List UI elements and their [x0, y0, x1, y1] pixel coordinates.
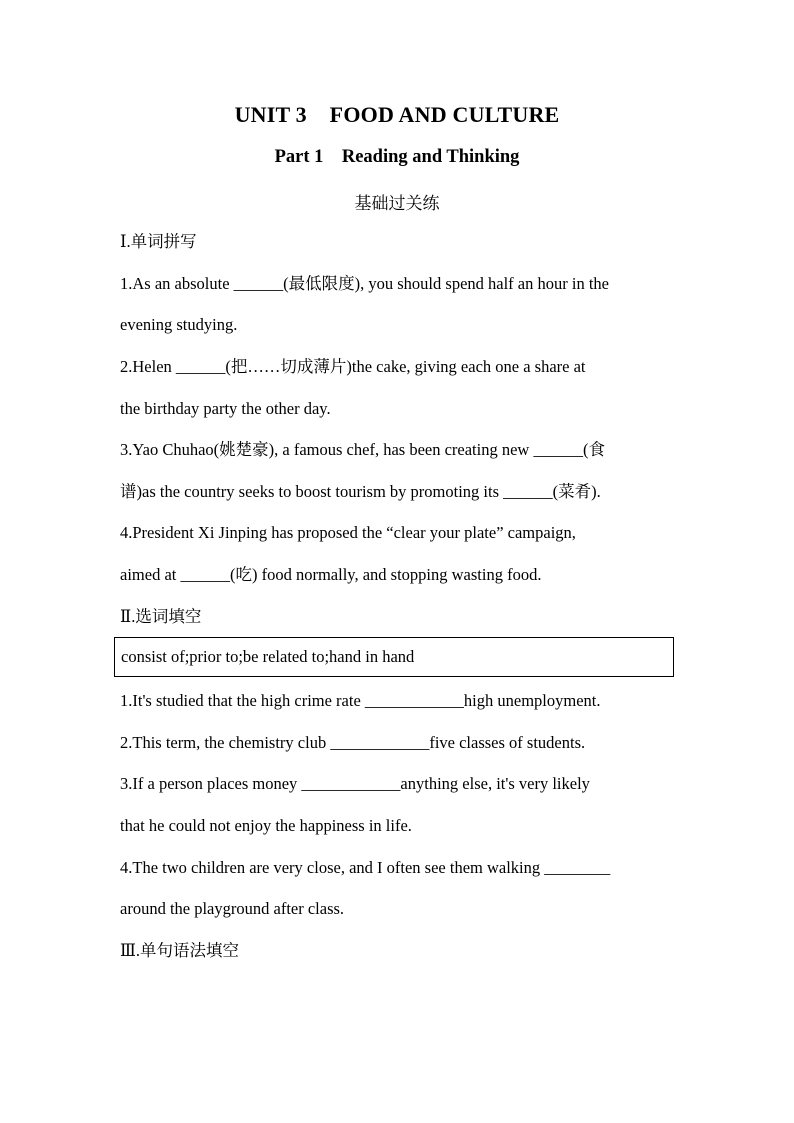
- word-choice-line-5: 4.The two children are very close, and I often see them walking ________: [120, 858, 611, 877]
- spelling-line-7: 4.President Xi Jinping has proposed the “clear your plate” campaign,: [120, 523, 576, 542]
- spelling-line-6: 谱)as the country seeks to boost tourism by promoting its ______(菜肴).: [120, 482, 601, 501]
- word-choice-line-6: around the playground after class.: [120, 899, 345, 918]
- word-choice-line-1: 1.It's studied that the high crime rate ____________high unemployment.: [120, 691, 601, 710]
- spelling-line-3: 2.Helen ______(把……切成薄片)the cake, giving each one a share at: [120, 357, 586, 376]
- unit-title: UNIT 3 FOOD AND CULTURE: [234, 102, 560, 127]
- section-heading-grammar: Ⅲ.单句语法填空: [120, 941, 240, 960]
- practice-label: 基础过关练: [354, 194, 440, 214]
- word-bank-text: consist of;prior to;be related to;hand in hand: [121, 647, 415, 666]
- word-choice-line-3: 3.If a person places money ____________anything else, it's very likely: [120, 774, 590, 793]
- spelling-line-2: evening studying.: [120, 315, 238, 334]
- spelling-line-4: the birthday party the other day.: [120, 399, 331, 418]
- part-subtitle: Part 1 Reading and Thinking: [274, 147, 520, 167]
- spelling-line-8: aimed at ______(吃) food normally, and stopping wasting food.: [120, 565, 542, 584]
- word-choice-line-2: 2.This term, the chemistry club ____________five classes of students.: [120, 733, 586, 752]
- section-heading-word-choice: Ⅱ.选词填空: [120, 607, 202, 626]
- spelling-line-5: 3.Yao Chuhao(姚楚豪), a famous chef, has been creating new ______(食: [120, 440, 605, 459]
- word-choice-line-4: that he could not enjoy the happiness in life.: [120, 816, 412, 835]
- word-bank-box: [114, 637, 674, 677]
- spelling-line-1: 1.As an absolute ______(最低限度), you should spend half an hour in the: [120, 274, 609, 293]
- section-heading-spelling: Ⅰ.单词拼写: [120, 232, 197, 251]
